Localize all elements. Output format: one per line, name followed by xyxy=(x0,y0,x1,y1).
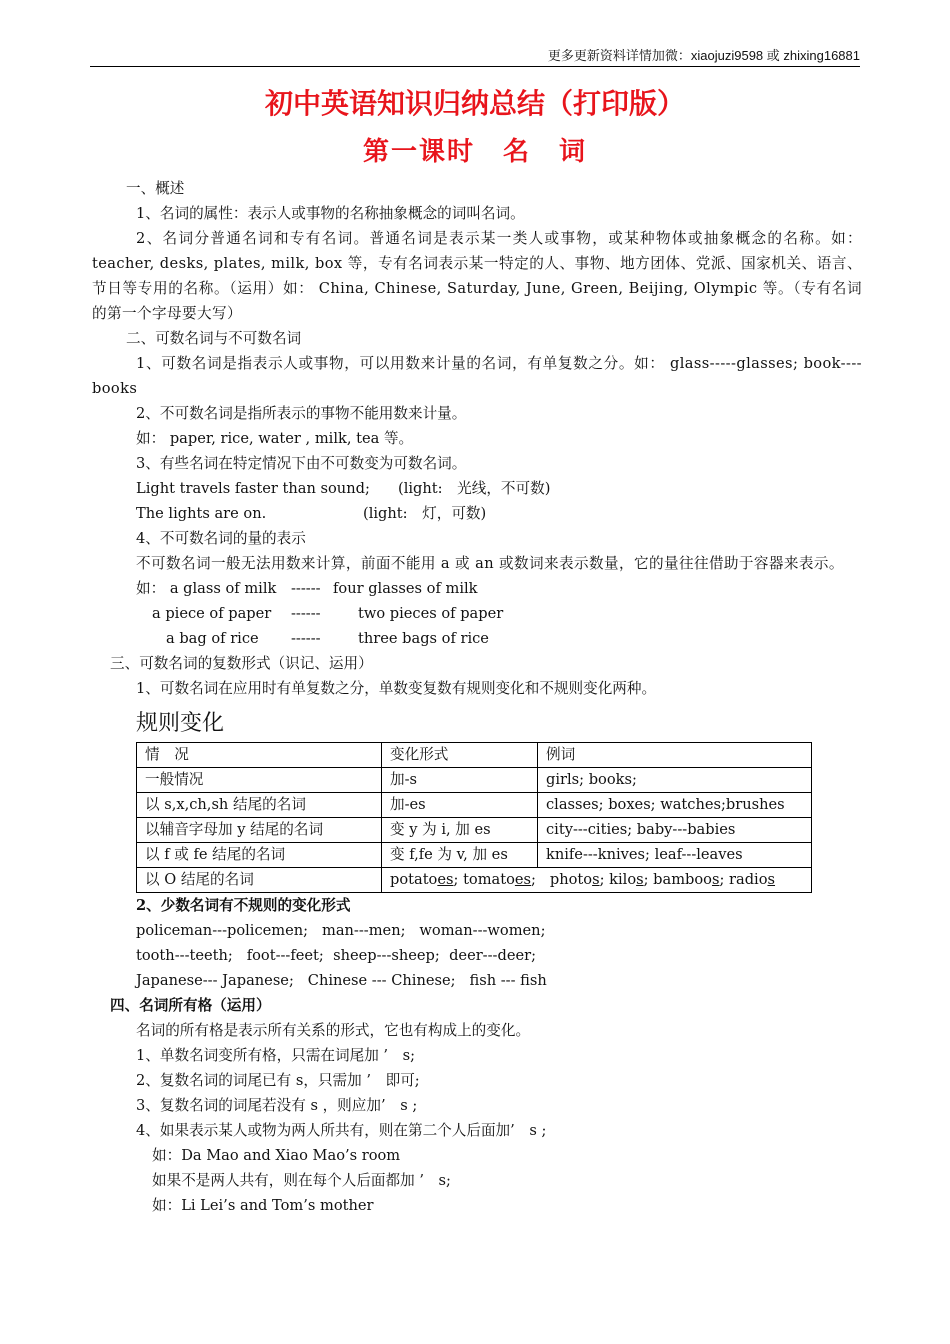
paragraph: 2、少数名词有不规则的变化形式 xyxy=(136,897,351,914)
example-note: (light: 灯，可数) xyxy=(363,505,487,522)
example-line: 如：Da Mao and Xiao Mao’s room xyxy=(152,1147,401,1164)
paragraph: 不可数名词一般无法用数来计算，前面不能用 a 或 an 或数词来表示数量，它的量往往借助于容器来表示。 xyxy=(136,555,844,572)
word-separator: ; xyxy=(643,871,654,888)
table-cell: girls; books; xyxy=(538,768,812,793)
word-separator: ; xyxy=(599,871,610,888)
example-line: 如： paper, rice, water , milk, tea 等。 xyxy=(136,430,414,447)
paragraph: 1、名词的属性：表示人或事物的名称抽象概念的词叫名词。 xyxy=(136,205,525,222)
example-line: 如：Li Lei’s and Tom’s mother xyxy=(152,1197,374,1214)
quantity-example xyxy=(92,626,862,651)
table-cell: 变 f,fe 为 v, 加 es xyxy=(382,843,538,868)
paragraph: 1、可数名词是指表示人或事物，可以用数来计量的名词，有单复数之分。如： glass-----glasses; book---- books xyxy=(92,355,862,397)
table-row xyxy=(137,868,812,893)
word-separator: ; xyxy=(453,871,464,888)
word-stem: tomato xyxy=(463,871,515,888)
table-cell: 加-s xyxy=(382,768,538,793)
irregular-line: policeman---policemen; man---men; woman---women; xyxy=(136,922,546,939)
quantity-plural: four glasses of milk xyxy=(333,580,478,597)
word-stem: bamboo xyxy=(653,871,712,888)
page-header xyxy=(90,46,860,67)
plural-rules-table xyxy=(136,742,812,893)
paragraph: 2、名词分普通名词和专有名词。普通名词是表示某一类人或事物，或某种物体或抽象概念的名称。如：teacher, desks, plates, milk, box 等，专有名词表示某一特定的人、事物、地方团体、党派、国家机关、语言、节日等专用的名称。（运用）如： China, Chinese, Saturday, June, Green, Beijing, Olympic 等。（专有名词的第一个字母要大写） xyxy=(92,230,862,322)
quantity-single: 如： a glass of milk xyxy=(136,580,277,597)
example-line xyxy=(92,476,862,501)
word-ending: s xyxy=(636,871,644,888)
word-separator: ; xyxy=(531,871,550,888)
quantity-example xyxy=(92,576,862,601)
table-cell: 以 O 结尾的名词 xyxy=(137,868,382,893)
quantity-dash: ------ xyxy=(291,580,321,597)
quantity-plural: three bags of rice xyxy=(358,630,489,647)
paragraph: 2、不可数名词是指所表示的事物不能用数来计量。 xyxy=(136,405,467,422)
word-stem: radio xyxy=(729,871,768,888)
word-stem: photo xyxy=(549,871,593,888)
rule-line: 3、复数名词的词尾若没有 s ，则应加’ s ; xyxy=(136,1097,418,1114)
irregular-line: Japanese--- Japanese; Chinese --- Chinese; fish --- fish xyxy=(136,972,547,989)
quantity-plural: two pieces of paper xyxy=(358,605,504,622)
section-heading: 二、可数名词与不可数名词 xyxy=(126,330,302,347)
table-row xyxy=(137,768,812,793)
word-ending: s xyxy=(711,871,720,888)
word-ending: es xyxy=(437,871,454,888)
table-cell: city---cities; baby---babies xyxy=(538,818,812,843)
table-row xyxy=(137,793,812,818)
quantity-example xyxy=(92,601,862,626)
example-line xyxy=(92,501,862,526)
paragraph: 名词的所有格是表示所有关系的形式，它也有构成上的变化。 xyxy=(136,1022,531,1039)
regular-change-title: 规则变化 xyxy=(136,711,225,736)
table-cell: 以 f 或 fe 结尾的名词 xyxy=(137,843,382,868)
section-heading: 三、可数名词的复数形式（识记、运用） xyxy=(110,655,373,672)
quantity-dash: ------ xyxy=(291,605,321,622)
section-heading: 四、名词所有格（运用） xyxy=(110,997,271,1014)
word-ending: s xyxy=(592,871,600,888)
table-cell: 加-es xyxy=(382,793,538,818)
table-cell: 以 s,x,ch,sh 结尾的名词 xyxy=(137,793,382,818)
table-header-cell: 例词 xyxy=(538,743,812,768)
table-header-cell: 变化形式 xyxy=(382,743,538,768)
table-cell: 一般情况 xyxy=(137,768,382,793)
paragraph: 3、有些名词在特定情况下由不可数变为可数名词。 xyxy=(136,455,467,472)
irregular-line: tooth---teeth; foot---feet; sheep---sheep; deer---deer; xyxy=(136,947,536,964)
paragraph: 4、不可数名词的量的表示 xyxy=(136,530,306,547)
word-ending: s xyxy=(767,871,776,888)
table-cell: knife---knives; leaf---leaves xyxy=(538,843,812,868)
rule-line: 4、如果表示某人或物为两人所共有，则在第二个人后面加’ s ; xyxy=(136,1122,547,1139)
table-cell-o-words xyxy=(382,868,812,893)
table-header-row xyxy=(137,743,812,768)
word-stem: potato xyxy=(390,871,438,888)
quantity-dash: ------ xyxy=(291,630,321,647)
word-stem: kilo xyxy=(609,871,637,888)
example-english: Light travels faster than sound; xyxy=(136,480,370,497)
section-heading: 一、概述 xyxy=(126,180,185,197)
quantity-single: a bag of rice xyxy=(166,630,259,647)
rule-line: 1、单数名词变所有格，只需在词尾加 ’ s; xyxy=(136,1047,416,1064)
table-header-cell: 情 况 xyxy=(137,743,382,768)
header-contact-text: 更多更新资料详情加微：xiaojuzi9598 或 zhixing16881 xyxy=(547,48,860,63)
table-cell: 变 y 为 i, 加 es xyxy=(382,818,538,843)
table-row xyxy=(137,843,812,868)
document-body xyxy=(92,176,862,1218)
table-cell: classes; boxes; watches;brushes xyxy=(538,793,812,818)
word-ending: es xyxy=(514,871,532,888)
paragraph: 1、可数名词在应用时有单复数之分，单数变复数有规则变化和不规则变化两种。 xyxy=(136,680,657,697)
table-cell: 以辅音字母加 y 结尾的名词 xyxy=(137,818,382,843)
example-english: The lights are on. xyxy=(136,505,267,522)
rule-line: 2、复数名词的词尾已有 s，只需加 ’ 即可; xyxy=(136,1072,420,1089)
quantity-single: a piece of paper xyxy=(152,605,272,622)
document-title: 初中英语知识归纳总结（打印版） xyxy=(264,87,685,120)
example-note: (light: 光线，不可数) xyxy=(398,480,551,497)
rule-line: 如果不是两人共有，则在每个人后面都加 ’ s; xyxy=(152,1172,451,1189)
word-separator: ; xyxy=(719,871,730,888)
table-row xyxy=(137,818,812,843)
lesson-subtitle: 第一课时 名 词 xyxy=(362,137,587,167)
